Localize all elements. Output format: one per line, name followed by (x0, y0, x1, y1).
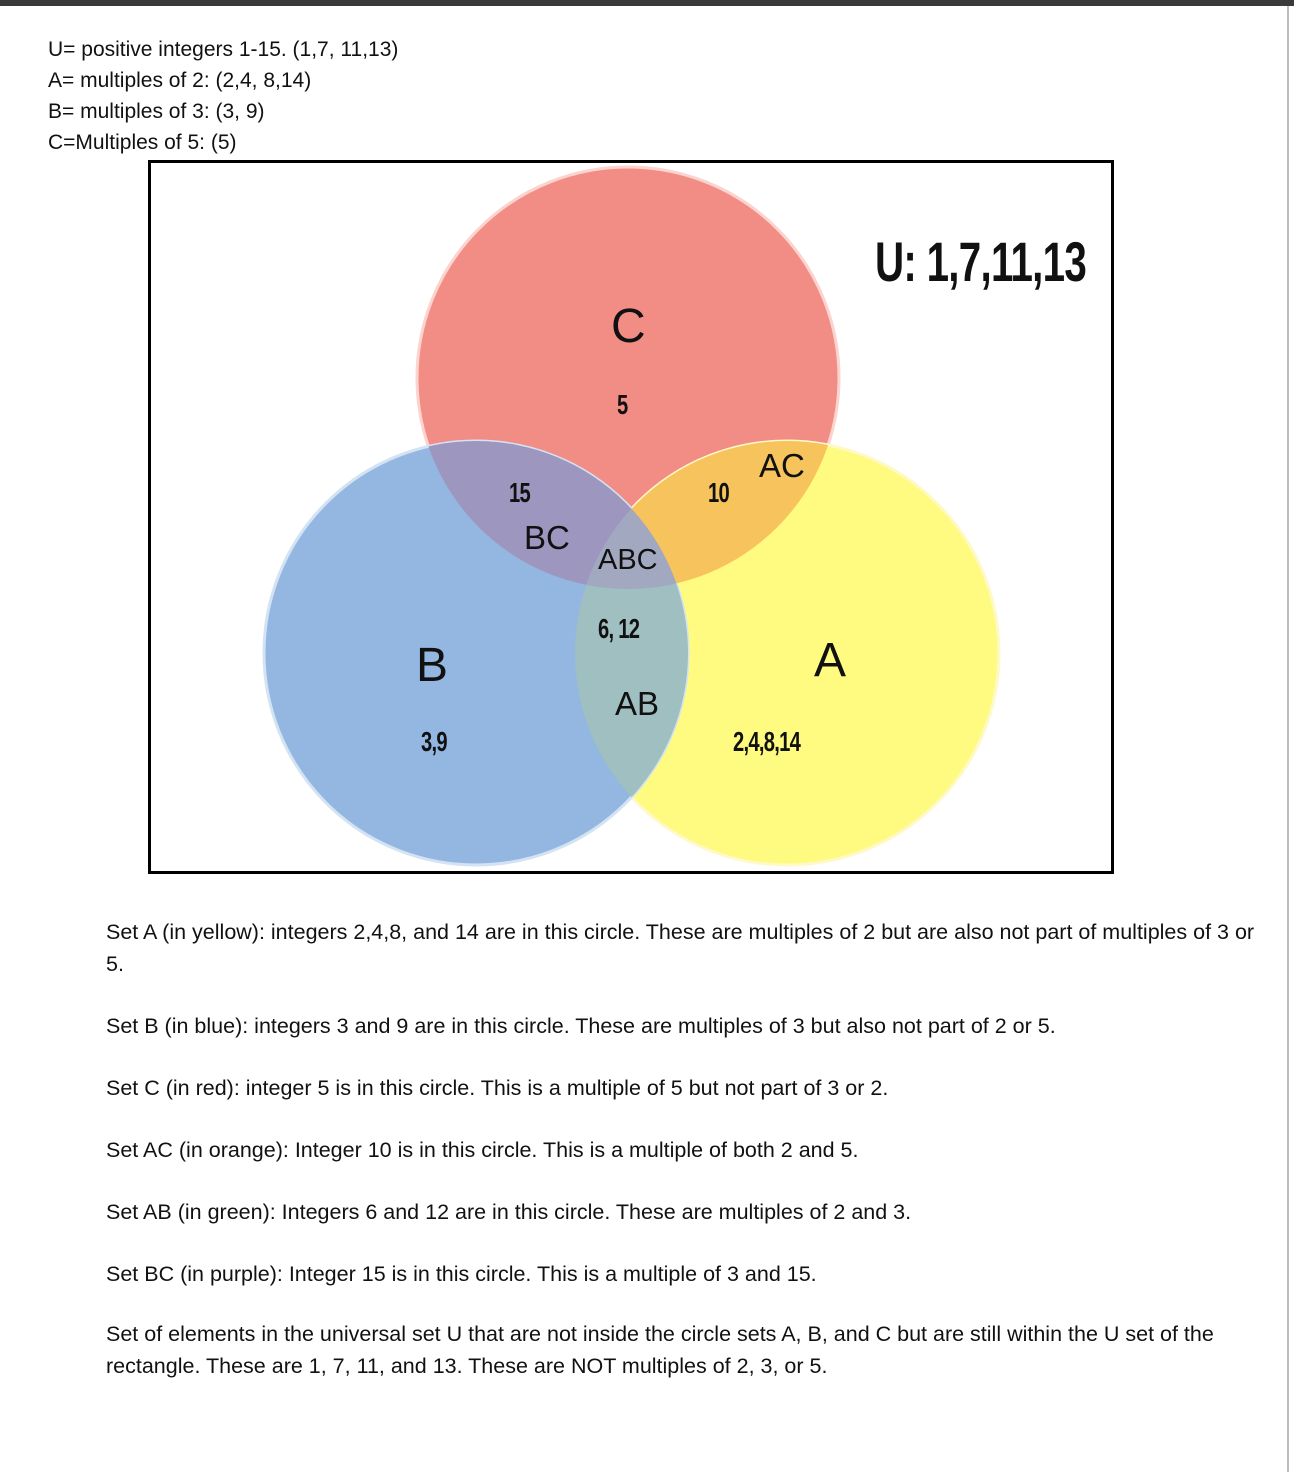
window-top-border (0, 0, 1294, 6)
page-right-edge (1287, 6, 1289, 1472)
set-a-label: A (814, 634, 847, 687)
explanation-universe: Set of elements in the universal set U that are not inside the circle sets A, B, and C but are still within the U set of the rectangle. These are 1, 7, 11, and 13. These are NOT multiples of 2, 3, or 5. (106, 1322, 1214, 1378)
region-ab-label: AB (615, 685, 660, 722)
venn-diagram-universe-rectangle (148, 160, 1114, 874)
region-bc-label: BC (524, 519, 570, 556)
set-a-elements: 2,4,8,14 (733, 726, 801, 757)
set-c-definition: C=Multiples of 5: (5) (48, 131, 237, 154)
explanation-set-ab: Set AB (in green): Integers 6 and 12 are in this circle. These are multiples of 2 and 3. (106, 1200, 912, 1224)
explanation-set-b: Set B (in blue): integers 3 and 9 are in this circle. These are multiples of 3 but also not part of 2 or 5. (106, 1014, 1056, 1038)
set-c-elements: 5 (617, 389, 628, 420)
set-b-elements: 3,9 (421, 726, 447, 757)
set-b-definition: B= multiples of 3: (3, 9) (48, 100, 265, 123)
region-ac-label: AC (759, 447, 805, 484)
set-a-definition: A= multiples of 2: (2,4, 8,14) (48, 69, 312, 92)
region-ac-elements: 10 (708, 477, 729, 508)
set-definitions (48, 34, 398, 158)
universe-label: U: 1,7,11,13 (875, 230, 1087, 293)
explanation-set-ac: Set AC (in orange): Integer 10 is in this circle. This is a multiple of both 2 and 5. (106, 1138, 859, 1162)
set-b-label: B (416, 639, 449, 692)
set-c-label: C (611, 300, 646, 353)
region-ab-elements: 6, 12 (598, 613, 640, 644)
explanation-set-c: Set C (in red): integer 5 is in this circle. This is a multiple of 5 but not part of 3 or 2. (106, 1076, 889, 1100)
region-abc-label: ABC (598, 544, 658, 576)
region-bc-elements: 15 (509, 477, 530, 508)
explanation-set-a: Set A (in yellow): integers 2,4,8, and 14 are in this circle. These are multiples of 2 but are also not part of multiples of 3 or 5. (106, 920, 1255, 976)
universe-definition: U= positive integers 1-15. (1,7, 11,13) (48, 38, 399, 61)
explanation-set-bc: Set BC (in purple): Integer 15 is in this circle. This is a multiple of 3 and 15. (106, 1262, 817, 1286)
